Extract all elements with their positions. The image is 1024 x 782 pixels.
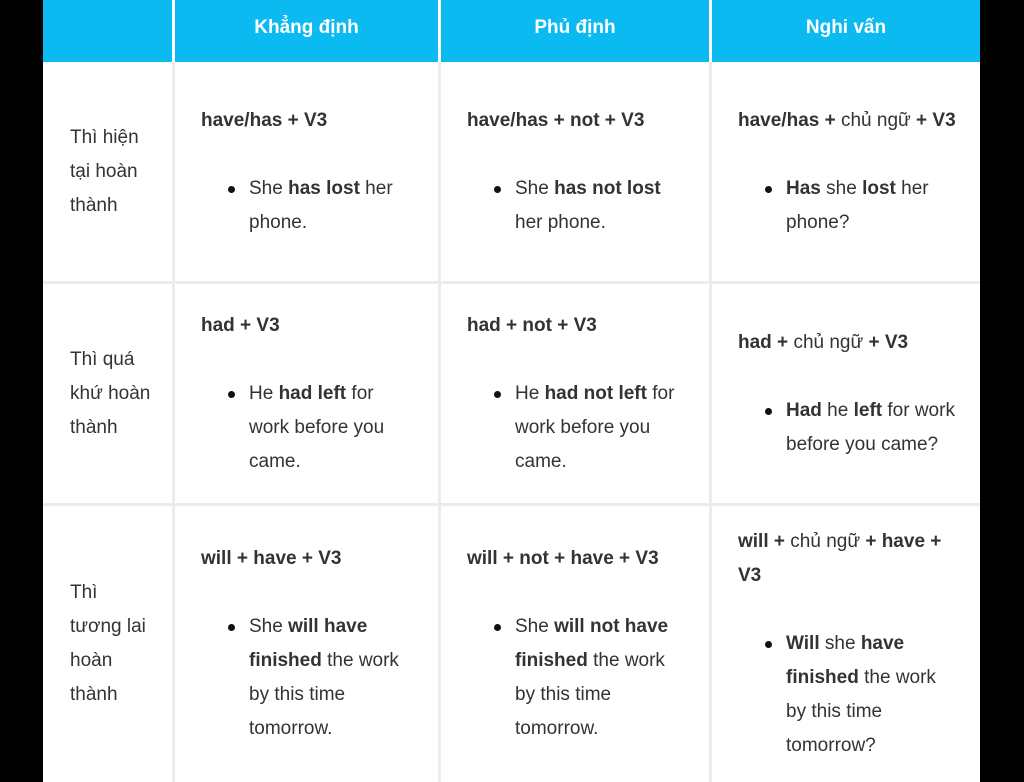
example-segment: Will (786, 633, 820, 654)
cell-interrogative (712, 506, 980, 782)
header-cell-empty (43, 0, 175, 62)
example-sentence (201, 377, 416, 479)
row-label-text: Thì quá khứ hoàn thành (70, 348, 151, 438)
formula-segment: + have + V3 (738, 531, 942, 586)
formula-segment: had + V3 (201, 314, 280, 336)
example-segment: Had (786, 399, 822, 421)
header-cell-negative: Phủ định (441, 0, 712, 62)
example-segment: he (821, 399, 854, 421)
bullet-dot-icon (494, 186, 501, 193)
example-segment: She (515, 616, 555, 637)
example-segment: will have finished (249, 616, 368, 671)
document-page (43, 0, 980, 782)
row-label-text: Thì tương lai hoàn thành (70, 582, 146, 705)
example-sentence (738, 627, 958, 763)
example-segment: her phone? (786, 177, 929, 233)
formula-segment: will + not + have + V3 (467, 548, 659, 569)
example-segment: He (249, 382, 279, 404)
example-segment: lost (862, 177, 896, 199)
row-label (43, 62, 175, 284)
example-segment: the work by this time tomorrow. (515, 650, 665, 739)
formula-segment: chủ ngữ (790, 531, 861, 552)
bullet-dot-icon (228, 624, 235, 631)
bullet-dot-icon (228, 391, 235, 398)
formula-segment: will + have + V3 (201, 548, 342, 569)
formula-segment: had + not + V3 (467, 314, 597, 336)
structure-formula (201, 542, 416, 576)
formula-segment: have/has + not + V3 (467, 109, 645, 131)
example-segment: had left (278, 382, 347, 404)
example-sentence (467, 377, 687, 479)
example-segment: for work before you came. (515, 382, 675, 472)
structure-formula (201, 104, 416, 138)
bullet-dot-icon (494, 391, 501, 398)
header-cell-interrogative: Nghi vấn (712, 0, 980, 62)
structure-formula (467, 542, 687, 576)
structure-formula (738, 326, 958, 360)
cell-affirmative (175, 62, 441, 284)
row-label (43, 284, 175, 506)
example-segment: the work by this time tomorrow. (249, 650, 399, 739)
bullet-dot-icon (765, 186, 772, 193)
example-segment: has not lost (554, 177, 661, 199)
cell-negative (441, 62, 712, 284)
example-segment: for work before you came. (249, 382, 385, 472)
cell-negative (441, 284, 712, 506)
example-segment: she (820, 177, 863, 199)
example-segment: had not left (544, 382, 647, 404)
structure-formula (467, 104, 687, 138)
bullet-dot-icon (765, 408, 772, 415)
example-segment: He (515, 382, 545, 404)
formula-segment: chủ ngữ (840, 109, 911, 131)
example-sentence (738, 172, 958, 240)
example-sentence (201, 610, 416, 746)
example-sentence (738, 394, 958, 462)
cell-negative (441, 506, 712, 782)
example-segment: has lost (288, 177, 360, 199)
example-segment: Has (786, 177, 821, 199)
bullet-dot-icon (228, 186, 235, 193)
row-label (43, 506, 175, 782)
formula-segment: + V3 (863, 331, 909, 353)
cell-interrogative (712, 62, 980, 284)
example-segment: will not have finished (515, 616, 669, 671)
cell-interrogative (712, 284, 980, 506)
example-segment: her phone. (515, 211, 606, 233)
formula-segment: + V3 (910, 109, 956, 131)
formula-segment: had + (738, 331, 794, 353)
example-segment: for work before you came? (786, 399, 955, 455)
example-segment: the work by this time tomorrow? (786, 667, 936, 756)
formula-segment: will + (738, 531, 791, 552)
example-segment: have finished (786, 633, 905, 688)
bullet-dot-icon (494, 624, 501, 631)
example-sentence (467, 610, 687, 746)
example-sentence (201, 172, 416, 240)
example-segment: she (819, 633, 861, 654)
formula-segment: chủ ngữ (793, 331, 864, 353)
row-label-text: Thì hiện tại hoàn thành (70, 126, 139, 216)
structure-formula (201, 309, 416, 343)
header-cell-affirmative: Khẳng định (175, 0, 441, 62)
example-segment: She (249, 177, 289, 199)
tense-table (43, 0, 980, 782)
formula-segment: have/has + V3 (201, 109, 328, 131)
cell-affirmative (175, 506, 441, 782)
structure-formula (738, 104, 958, 138)
example-segment: left (853, 399, 883, 421)
bullet-dot-icon (765, 641, 772, 648)
cell-affirmative (175, 284, 441, 506)
example-segment: She (515, 177, 555, 199)
example-segment: her phone. (249, 177, 393, 233)
structure-formula (738, 525, 958, 593)
example-segment: She (249, 616, 289, 637)
example-sentence (467, 172, 687, 240)
structure-formula (467, 309, 687, 343)
formula-segment: have/has + (738, 109, 841, 131)
